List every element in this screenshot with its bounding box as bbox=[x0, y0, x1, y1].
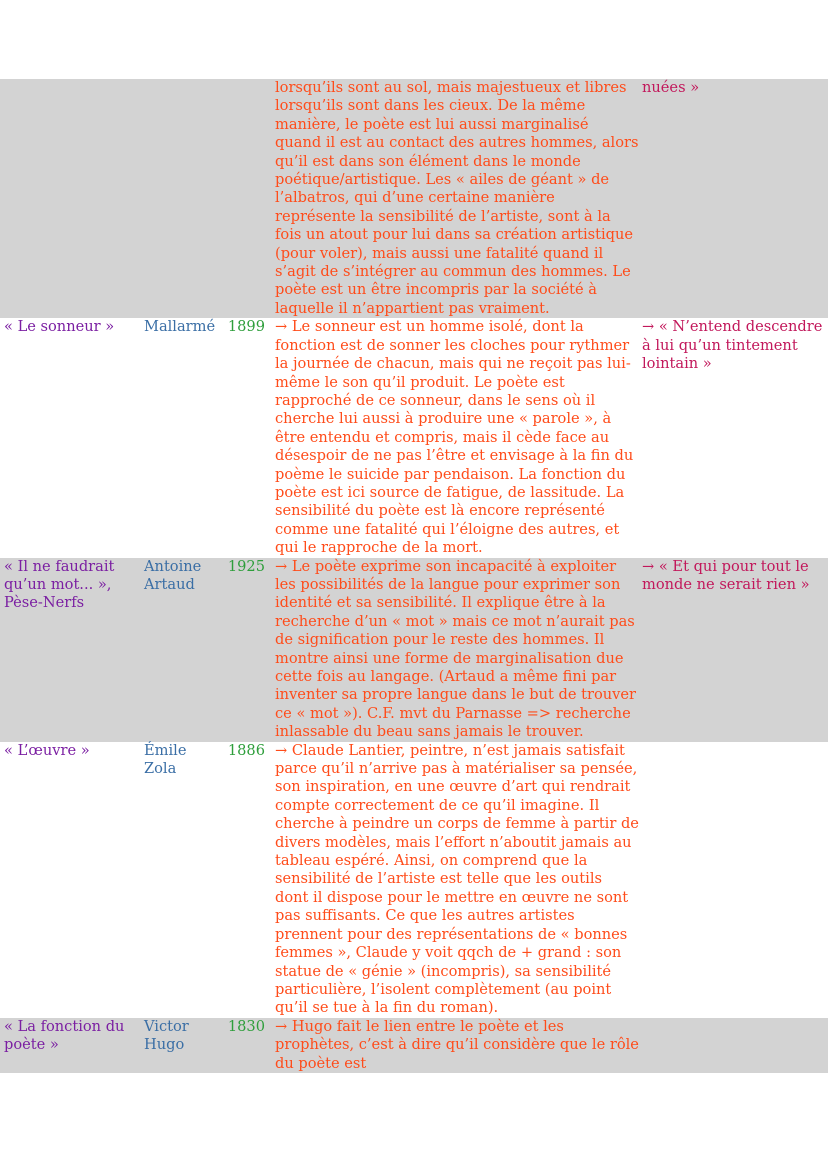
table-row-l-oeuvre bbox=[0, 742, 828, 1018]
table-row-le-sonneur bbox=[0, 318, 828, 557]
work-title-cell: « Il ne faudrait qu’un mot... », Pèse-Nerfs bbox=[0, 558, 140, 742]
author-cell: Antoine Artaud bbox=[140, 558, 222, 742]
author-cell bbox=[140, 79, 222, 318]
year-cell: 1899 bbox=[222, 318, 269, 557]
quote-cell: → « N’entend descendre à lui qu’un tintement lointain » bbox=[639, 318, 828, 557]
work-title-cell: « La fonction du poète » bbox=[0, 1018, 140, 1073]
quote-cell bbox=[639, 742, 828, 1018]
literature-table bbox=[0, 79, 828, 1073]
description-cell: lorsqu’ils sont au sol, mais majestueux et libres lorsqu’ils sont dans les cieux. De la même manière, le poète est lui aussi marginalisé quand il est au contact des autres hommes, alors qu’il est dans son élément dans le monde poétique/artistique. Les « ailes de géant » de l’albatros, qui d’une certaine manière représente la sensibilité de l’artiste, sont à la fois un atout pour lui dans sa création artistique (pour voler), mais aussi une fatalité quand il s’agit de s’intégrer au commun des hommes. Le poète est un être incompris par la société à laquelle il n’appartient pas vraiment. bbox=[269, 79, 639, 318]
work-title-cell: « L’œuvre » bbox=[0, 742, 140, 1018]
quote-cell: → « Et qui pour tout le monde ne serait rien » bbox=[639, 558, 828, 742]
year-cell: 1925 bbox=[222, 558, 269, 742]
description-cell: → Le poète exprime son incapacité à exploiter les possibilités de la langue pour exprimer son identité et sa sensibilité. Il explique être à la recherche d’un « mot » mais ce mot n’aurait pas de signification pour le reste des hommes. Il montre ainsi une forme de marginalisation due cette fois au langage. (Artaud a même fini par inventer sa propre langue dans le but de trouver ce « mot »). C.F. mvt du Parnasse => recherche inlassable du beau sans jamais le trouver. bbox=[269, 558, 639, 742]
description-cell: → Hugo fait le lien entre le poète et les prophètes, c’est à dire qu’il considère que le rôle du poète est bbox=[269, 1018, 639, 1073]
table-row-la-fonction-du-poete bbox=[0, 1018, 828, 1073]
author-cell: Victor Hugo bbox=[140, 1018, 222, 1073]
table-row-pese-nerfs bbox=[0, 558, 828, 742]
quote-cell bbox=[639, 1018, 828, 1073]
year-cell: 1830 bbox=[222, 1018, 269, 1073]
description-cell: → Le sonneur est un homme isolé, dont la fonction est de sonner les cloches pour rythmer la journée de chacun, mais qui ne reçoit pas lui-même le son qu’il produit. Le poète est rapproché de ce sonneur, dans le sens où il cherche lui aussi à produire une « parole », à être entendu et compris, mais il cède face au désespoir de ne pas l’être et envisage à la fin du poème le suicide par pendaison. La fonction du poète est ici source de fatigue, de lassitude. La sensibilité du poète est là encore représenté comme une fatalité qui l’éloigne des autres, et qui le rapproche de la mort. bbox=[269, 318, 639, 557]
table-row-albatros-continued bbox=[0, 79, 828, 318]
year-cell bbox=[222, 79, 269, 318]
year-cell: 1886 bbox=[222, 742, 269, 1018]
author-cell: Émile Zola bbox=[140, 742, 222, 1018]
work-title-cell: « Le sonneur » bbox=[0, 318, 140, 557]
author-cell: Mallarmé bbox=[140, 318, 222, 557]
work-title-cell bbox=[0, 79, 140, 318]
description-cell: → Claude Lantier, peintre, n’est jamais satisfait parce qu’il n’arrive pas à matérialiser sa pensée, son inspiration, en une œuvre d’art qui rendrait compte correctement de ce qu’il imagine. Il cherche à peindre un corps de femme à partir de divers modèles, mais l’effort n’aboutit jamais au tableau espéré. Ainsi, on comprend que la sensibilité de l’artiste est telle que les outils dont il dispose pour le mettre en œuvre ne sont pas suffisants. Ce que les autres artistes prennent pour des représentations de « bonnes femmes », Claude y voit qqch de + grand : son statue de « génie » (incompris), sa sensibilité particulière, l’isolent complètement (au point qu’il se tue à la fin du roman). bbox=[269, 742, 639, 1018]
quote-cell: nuées » bbox=[639, 79, 828, 318]
